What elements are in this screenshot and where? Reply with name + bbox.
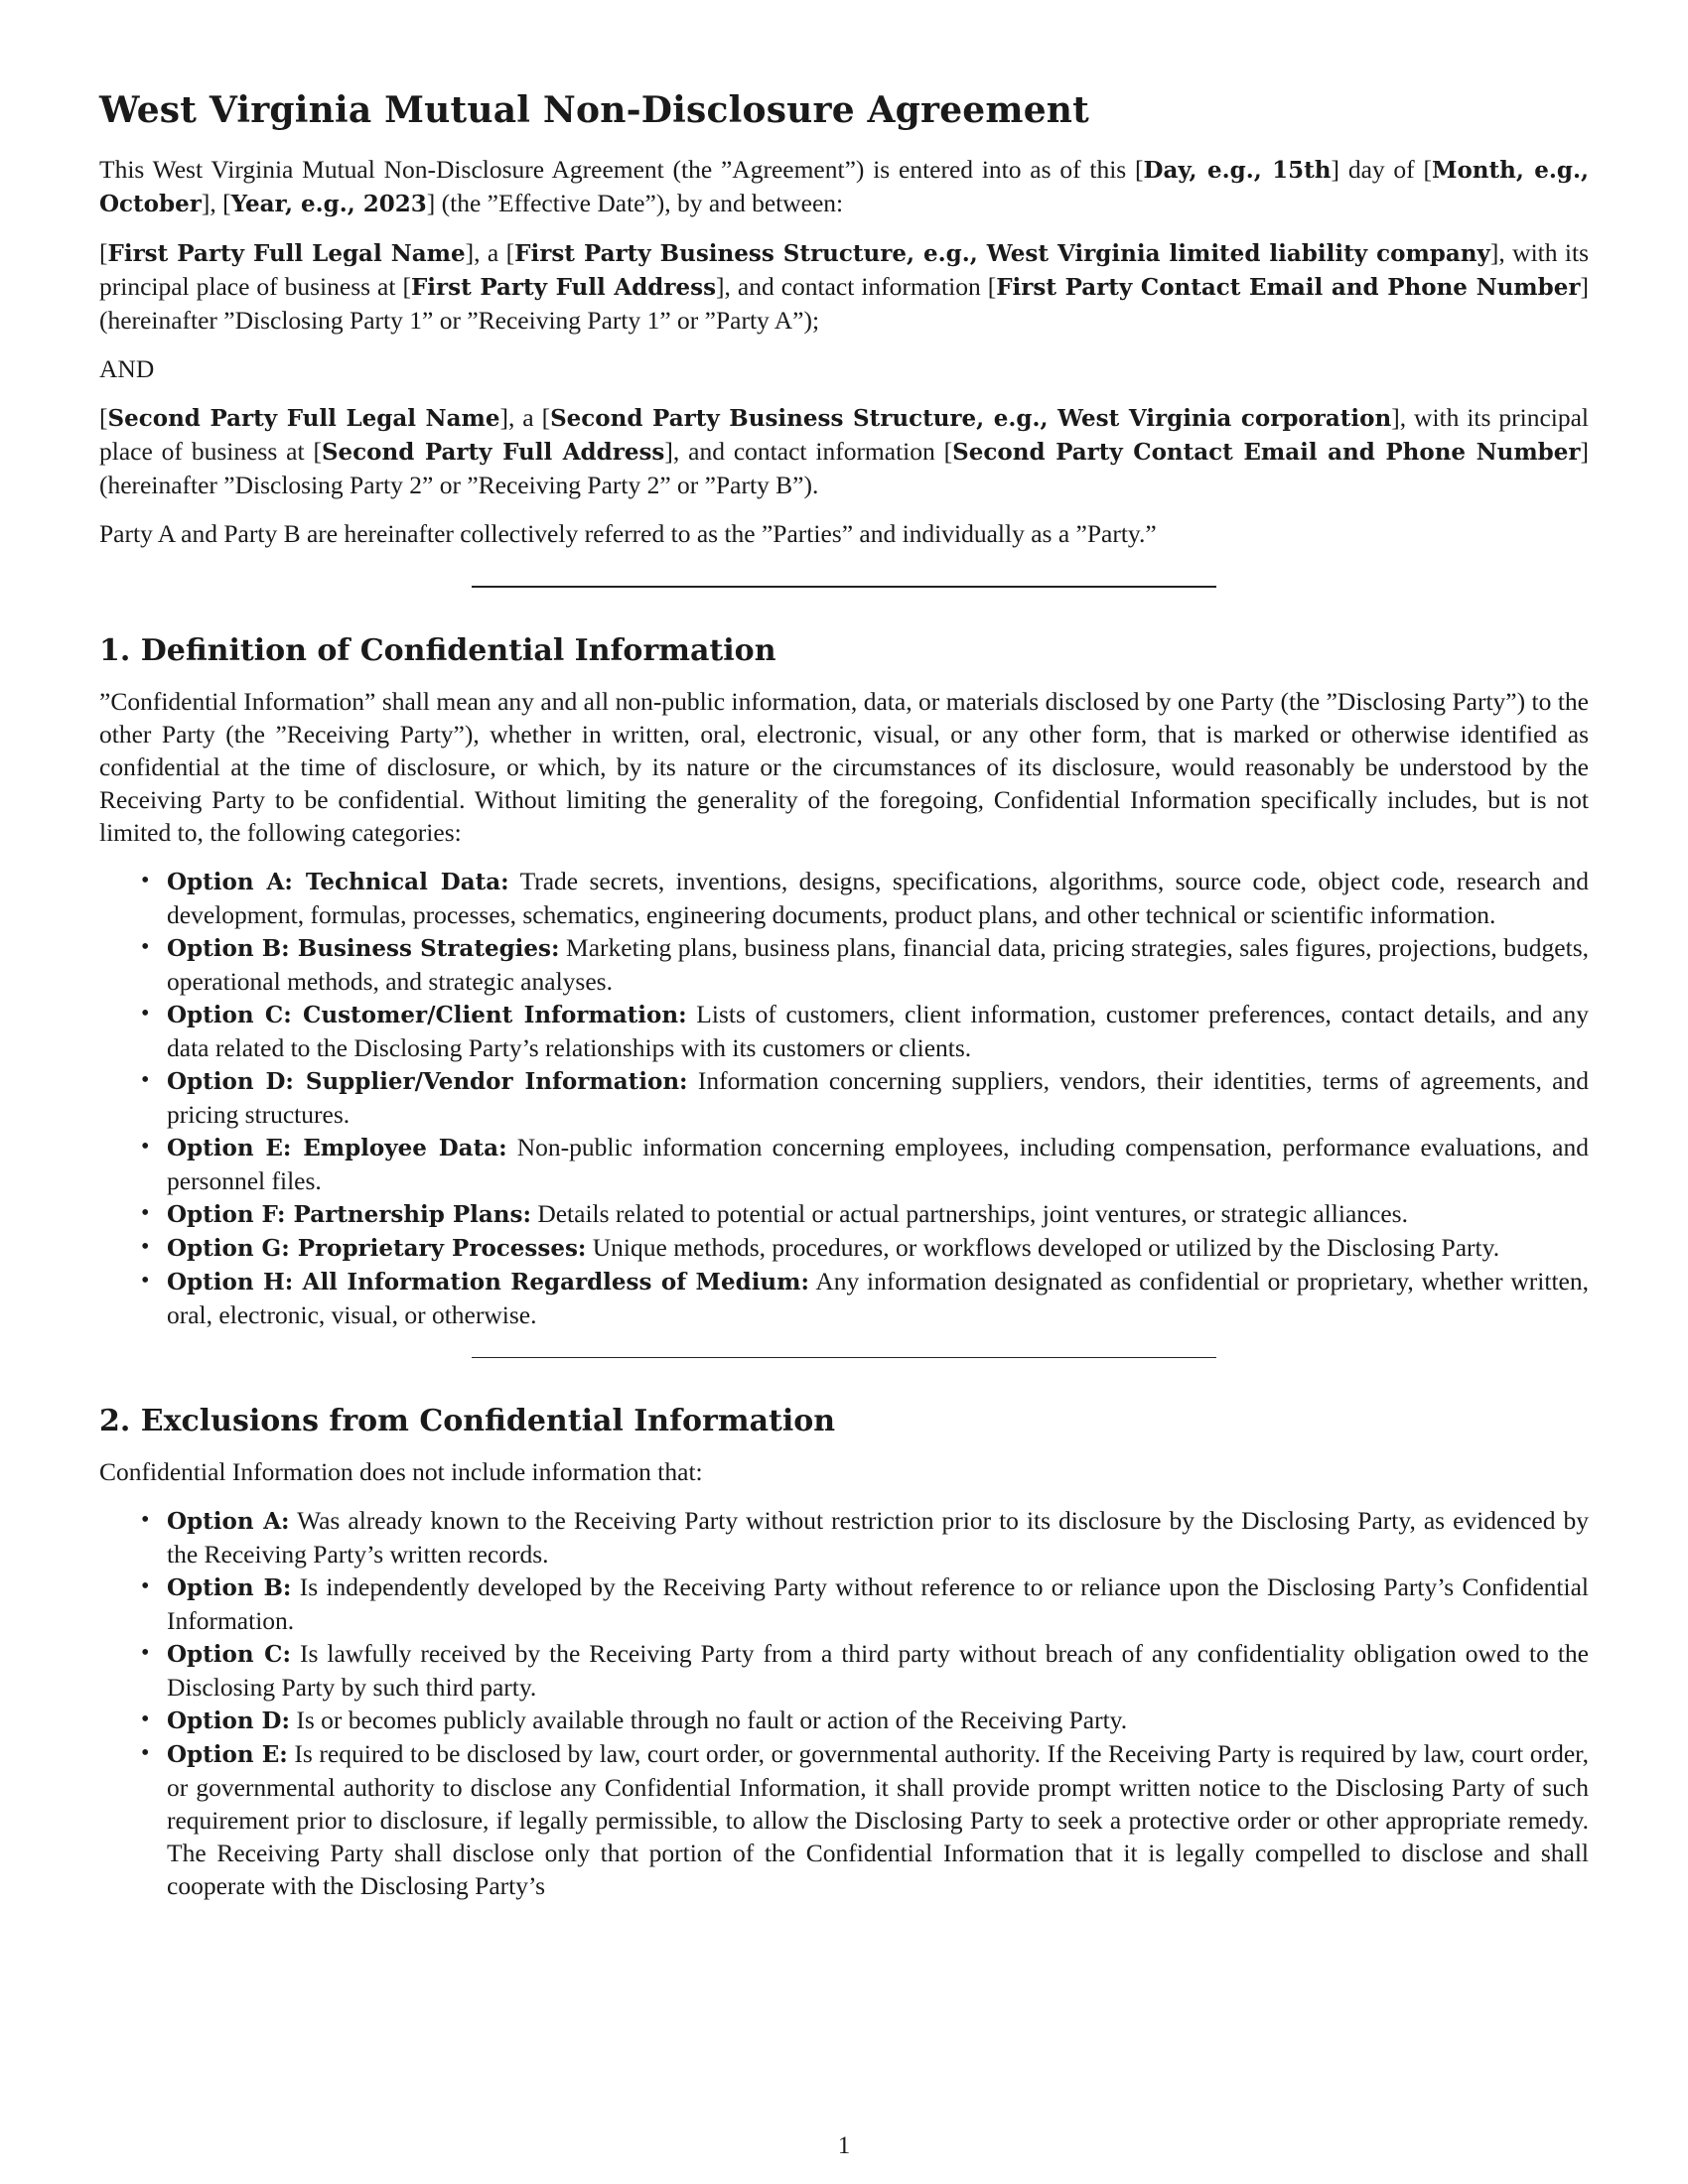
party-b-structure-placeholder: Second Party Business Structure, e.g., West Virginia corporation (550, 405, 1392, 432)
party-b-address-placeholder: Second Party Full Address (321, 439, 665, 466)
list-item (167, 1570, 1589, 1637)
intro-paragraph: This West Virginia Mutual Non-Disclosure Agreement (the ”Agreement”) is entered into as of this [Day, e.g., 15th] day of [Month, e.g., October], [Year, e.g., 2023] (the ”Effective Date”), by and between: (99, 155, 1590, 217)
month-placeholder: Month, e.g., October (99, 157, 1590, 217)
list-item (167, 1504, 1589, 1570)
list-item (167, 1197, 1589, 1231)
option-text: Lists of customers, client information, customer preferences, contact details, and any data related to the Disclosing Party’s relationships with its customers or clients. (167, 1000, 1589, 1062)
option-label: Option F: Partnership Plans: (167, 1201, 531, 1228)
and-separator: AND (99, 354, 155, 383)
option-label: Option E: (167, 1741, 288, 1768)
option-text: Is independently developed by the Receiving Party without reference to or reliance upon the Disclosing Party’s Confidential Information. (167, 1572, 1589, 1635)
list-item (167, 998, 1589, 1064)
party-a-address-placeholder: First Party Full Address (410, 274, 717, 301)
year-placeholder: Year, e.g., 2023 (230, 191, 427, 217)
option-label: Option C: Customer/Client Information: (167, 1002, 687, 1028)
option-label: Option G: Proprietary Processes: (167, 1235, 587, 1262)
section-1-body: ”Confidential Information” shall mean any and all non-public information, data, or materials disclosed by one Party (the ”Disclosing Party”) to the other Party (the ”Receiving Party”), whether in written, oral, electronic, visual, or any other form, that is marked or otherwise identified as confidential at the time of disclosure, or which, by its nature or the circumstances of its disclosure, would reasonably be understood by the Receiving Party to be confidential. Without limiting the generality of the foregoing, Confidential Information specifically includes, but is not limited to, the following categories: (99, 687, 1589, 847)
list-item (167, 1064, 1589, 1131)
option-label: Option D: (167, 1707, 290, 1734)
list-item (167, 1704, 1589, 1737)
option-text: Marketing plans, business plans, financial data, pricing strategies, sales figures, projections, budgets, operational methods, and strategic analyses. (167, 933, 1590, 996)
list-item (167, 1265, 1589, 1331)
list-item (167, 931, 1589, 998)
day-placeholder: Day, e.g., 15th (1143, 157, 1332, 184)
section-2-heading: 2. Exclusions from Confidential Information (99, 1404, 836, 1438)
option-text: Is lawfully received by the Receiving Party from a third party without breach of any confidentiality obligation owed to the Disclosing Party by such third party. (167, 1639, 1589, 1702)
section-divider (472, 1357, 1216, 1358)
list-item (167, 865, 1589, 931)
option-text: Non-public information concerning employees, including compensation, performance evaluations, and personnel files. (167, 1133, 1589, 1195)
party-a-paragraph: [First Party Full Legal Name], a [First Party Business Structure, e.g., West Virginia limited liability company], with its principal place of business at [First Party Full Address], and contact information [First Party Contact Email and Phone Number] (hereinafter ”Disclosing Party 1” or ”Receiving Party 1” or ”Party A”); (99, 238, 1590, 335)
option-label: Option A: Technical Data: (167, 869, 509, 895)
option-label: Option B: Business Strategies: (167, 935, 560, 962)
option-text: Is required to be disclosed by law, court order, or governmental authority. If the Receiving Party is required by law, court order, or governmental authority to disclose any Confidential Information, it shall provide prompt written notice to the Disclosing Party of such requirement prior to disclosure, if legally permissible, to allow the Disclosing Party to seek a protective order or other appropriate remedy. The Receiving Party shall disclose only that portion of the Confidential Information that it is legally compelled to disclose and shall cooperate with the Disclosing Party’s (167, 1739, 1589, 1900)
list-item (167, 1231, 1589, 1265)
party-b-contact-placeholder: Second Party Contact Email and Phone Number (952, 439, 1581, 466)
option-text: Details related to potential or actual partnerships, joint ventures, or strategic alliances. (530, 1199, 1408, 1228)
option-label: Option E: Employee Data: (167, 1135, 507, 1161)
option-label: Option C: (167, 1641, 291, 1668)
option-label: Option B: (167, 1574, 292, 1601)
party-a-contact-placeholder: First Party Contact Email and Phone Number (996, 274, 1581, 301)
list-item (167, 1637, 1589, 1704)
party-b-paragraph: [Second Party Full Legal Name], a [Second Party Business Structure, e.g., West Virginia corporation], with its principal place of business at [Second Party Full Address], and contact information [Second Party Contact Email and Phone Number] (hereinafter ”Disclosing Party 2” or ”Receiving Party 2” or ”Party B”). (99, 403, 1590, 499)
section-2-list (99, 1504, 1589, 1902)
option-text: Unique methods, procedures, or workflows developed or utilized by the Disclosing Party. (586, 1233, 1500, 1262)
section-divider (472, 586, 1216, 588)
page-number: 1 (837, 2132, 851, 2159)
option-label: Option D: Supplier/Vendor Information: (167, 1068, 688, 1095)
document-page (99, 87, 1589, 1902)
option-text: Is or becomes publicly available through no fault or action of the Receiving Party. (289, 1706, 1128, 1734)
option-text: Was already known to the Receiving Party without restriction prior to its disclosure by the Disclosing Party, as evidenced by the Receiving Party’s written records. (167, 1506, 1589, 1569)
option-label: Option A: (167, 1508, 290, 1535)
section-2-body: Confidential Information does not include information that: (99, 1457, 703, 1486)
option-label: Option H: All Information Regardless of Medium: (167, 1269, 809, 1296)
parties-definition: Party A and Party B are hereinafter collectively referred to as the ”Parties” and individually as a ”Party.” (99, 519, 1157, 548)
list-item (167, 1737, 1589, 1902)
section-1-heading: 1. Definition of Confidential Information (99, 633, 776, 668)
party-a-structure-placeholder: First Party Business Structure, e.g., West Virginia limited liability company (514, 240, 1490, 267)
section-1-list (99, 865, 1589, 1331)
list-item (167, 1131, 1589, 1197)
party-b-name-placeholder: Second Party Full Legal Name (107, 405, 500, 432)
option-text: Information concerning suppliers, vendors, their identities, terms of agreements, and pricing structures. (167, 1066, 1589, 1129)
option-text: Trade secrets, inventions, designs, specifications, algorithms, source code, object code, research and development, formulas, processes, schematics, engineering documents, product plans, and other technical or scientific information. (167, 867, 1589, 929)
party-a-name-placeholder: First Party Full Legal Name (107, 240, 466, 267)
document-title: West Virginia Mutual Non-Disclosure Agreement (99, 89, 1090, 131)
option-text: Any information designated as confidential or proprietary, whether written, oral, electronic, visual, or otherwise. (167, 1267, 1589, 1329)
